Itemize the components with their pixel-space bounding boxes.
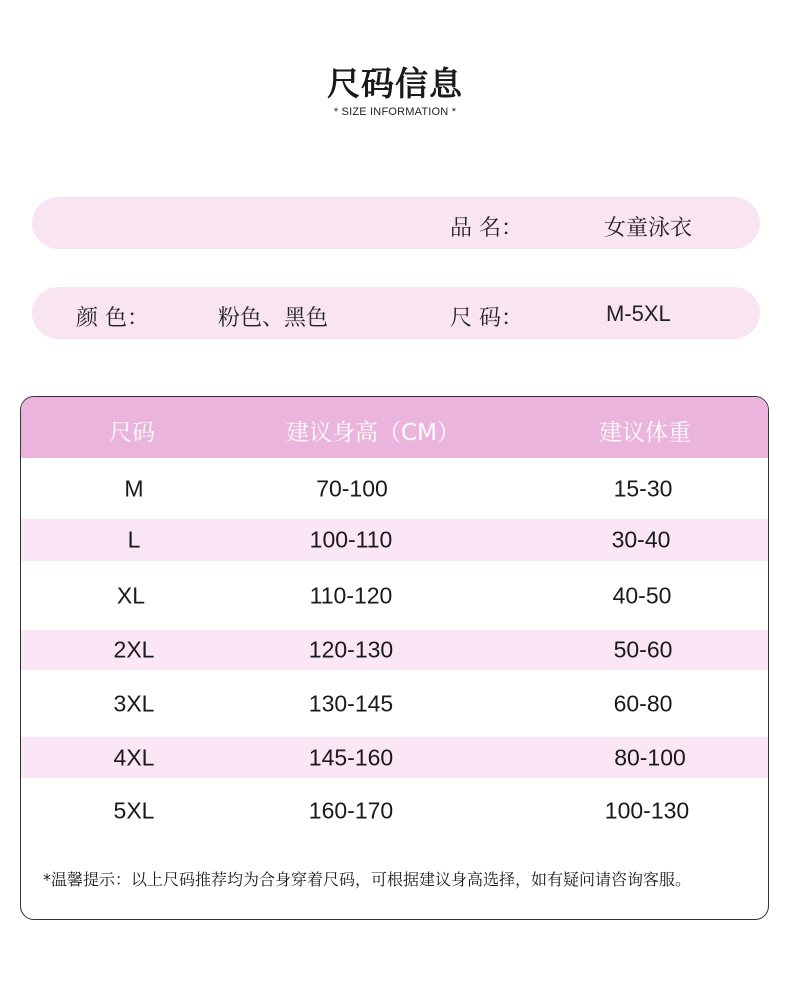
table-row: [21, 458, 768, 519]
color-label: 颜 色：: [76, 306, 149, 331]
cell-weight: 50-60: [613, 636, 673, 663]
cell-height: 130-145: [308, 690, 394, 716]
table-row: [21, 519, 768, 561]
color-size-bar: [32, 287, 760, 339]
header-height: 建议身高（CM）: [286, 420, 460, 446]
size-label: 尺 码：: [450, 306, 523, 331]
table-row: [21, 778, 768, 844]
table-row: [21, 561, 768, 630]
cell-size: 5XL: [113, 797, 155, 824]
cell-size: 2XL: [113, 636, 155, 663]
cell-height: 70-100: [316, 475, 388, 501]
cell-height: 110-120: [309, 582, 393, 608]
size-tip-note: *温馨提示：以上尺码推荐均为合身穿着尺码，可根据建议身高选择，如有疑问请咨询客服。: [43, 870, 692, 889]
size-value: M-5XL: [606, 301, 671, 326]
cell-size: 4XL: [113, 744, 155, 770]
table-header: [21, 397, 768, 458]
cell-weight: 60-80: [613, 690, 673, 716]
table-row: [21, 630, 768, 670]
cell-weight: 40-50: [612, 582, 672, 608]
size-table: [20, 396, 769, 920]
product-name-bar: [32, 197, 760, 249]
cell-size: 3XL: [113, 690, 155, 716]
cell-height: 145-160: [308, 744, 394, 770]
page-subtitle: * SIZE INFORMATION *: [333, 106, 457, 118]
cell-size: XL: [116, 582, 146, 608]
table-row: [21, 670, 768, 737]
cell-weight: 30-40: [611, 526, 671, 553]
cell-height: 100-110: [309, 526, 393, 553]
page-title: 尺码信息: [327, 64, 463, 103]
product-name-value: 女童泳衣: [604, 216, 693, 241]
cell-size: M: [124, 475, 144, 501]
table-row: [21, 737, 768, 778]
color-value: 粉色、黑色: [218, 306, 329, 331]
cell-height: 120-130: [308, 636, 394, 663]
cell-height: 160-170: [308, 797, 394, 824]
header-weight: 建议体重: [599, 420, 691, 446]
header-size: 尺码: [109, 420, 155, 446]
cell-weight: 80-100: [614, 744, 686, 770]
product-name-label: 品 名：: [450, 216, 523, 241]
cell-weight: 100-130: [604, 797, 690, 824]
cell-weight: 15-30: [613, 475, 673, 501]
cell-size: L: [127, 526, 141, 553]
